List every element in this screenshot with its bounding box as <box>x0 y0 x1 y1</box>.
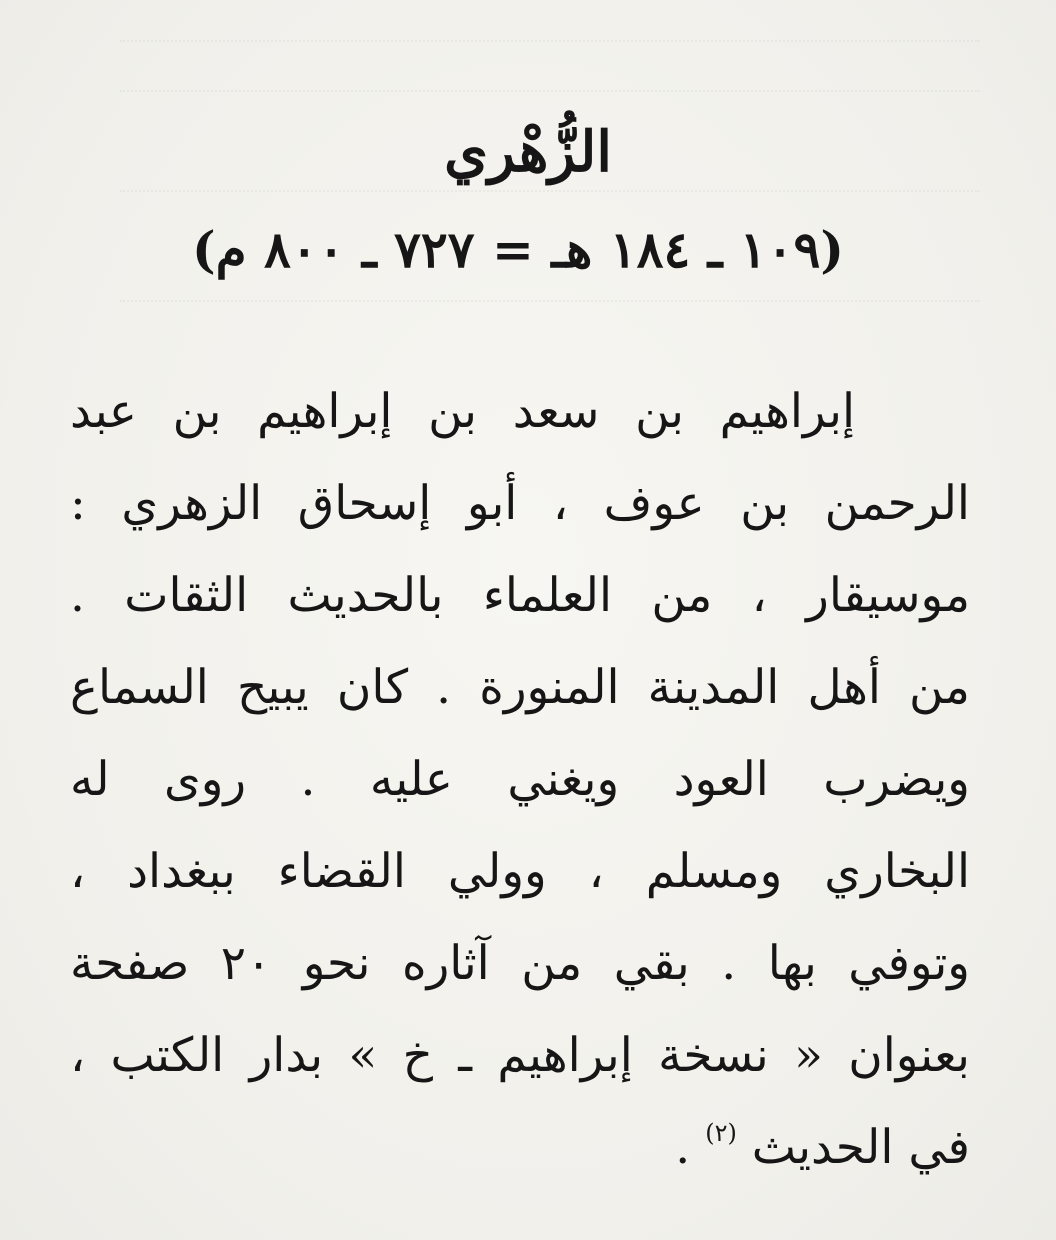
body-line: إبراهيم بن سعد بن إبراهيم بن عبد <box>70 384 855 439</box>
entry-title: الزُّهْري <box>444 119 612 185</box>
bleed-through-line <box>120 40 980 68</box>
bleed-through-line <box>120 300 980 328</box>
body-line: وتوفي بها . بقي من آثاره نحو ٢٠ صفحة <box>70 936 970 991</box>
body-line-text: في الحديث <box>751 1120 970 1175</box>
body-line: ويضرب العود ويغني عليه . روى له <box>70 752 970 807</box>
body-line: الرحمن بن عوف ، أبو إسحاق الزهري : <box>70 476 970 531</box>
body-line-last <box>70 1102 970 1194</box>
final-period: . <box>675 1120 691 1175</box>
entry-body <box>70 366 970 1194</box>
entry-dates: (١٠٩ ـ ١٨٤ هـ = ٧٢٧ ـ ٨٠٠ م) <box>191 220 845 279</box>
footnote-marker: (٢) <box>705 1119 737 1147</box>
body-line: البخاري ومسلم ، وولي القضاء ببغداد ، <box>70 844 970 899</box>
body-line: من أهل المدينة المنورة . كان يبيح السماع <box>70 660 970 715</box>
body-line: بعنوان « نسخة إبراهيم ـ خ » بدار الكتب ، <box>70 1028 970 1083</box>
body-line: موسيقار ، من العلماء بالحديث الثقات . <box>70 568 970 623</box>
